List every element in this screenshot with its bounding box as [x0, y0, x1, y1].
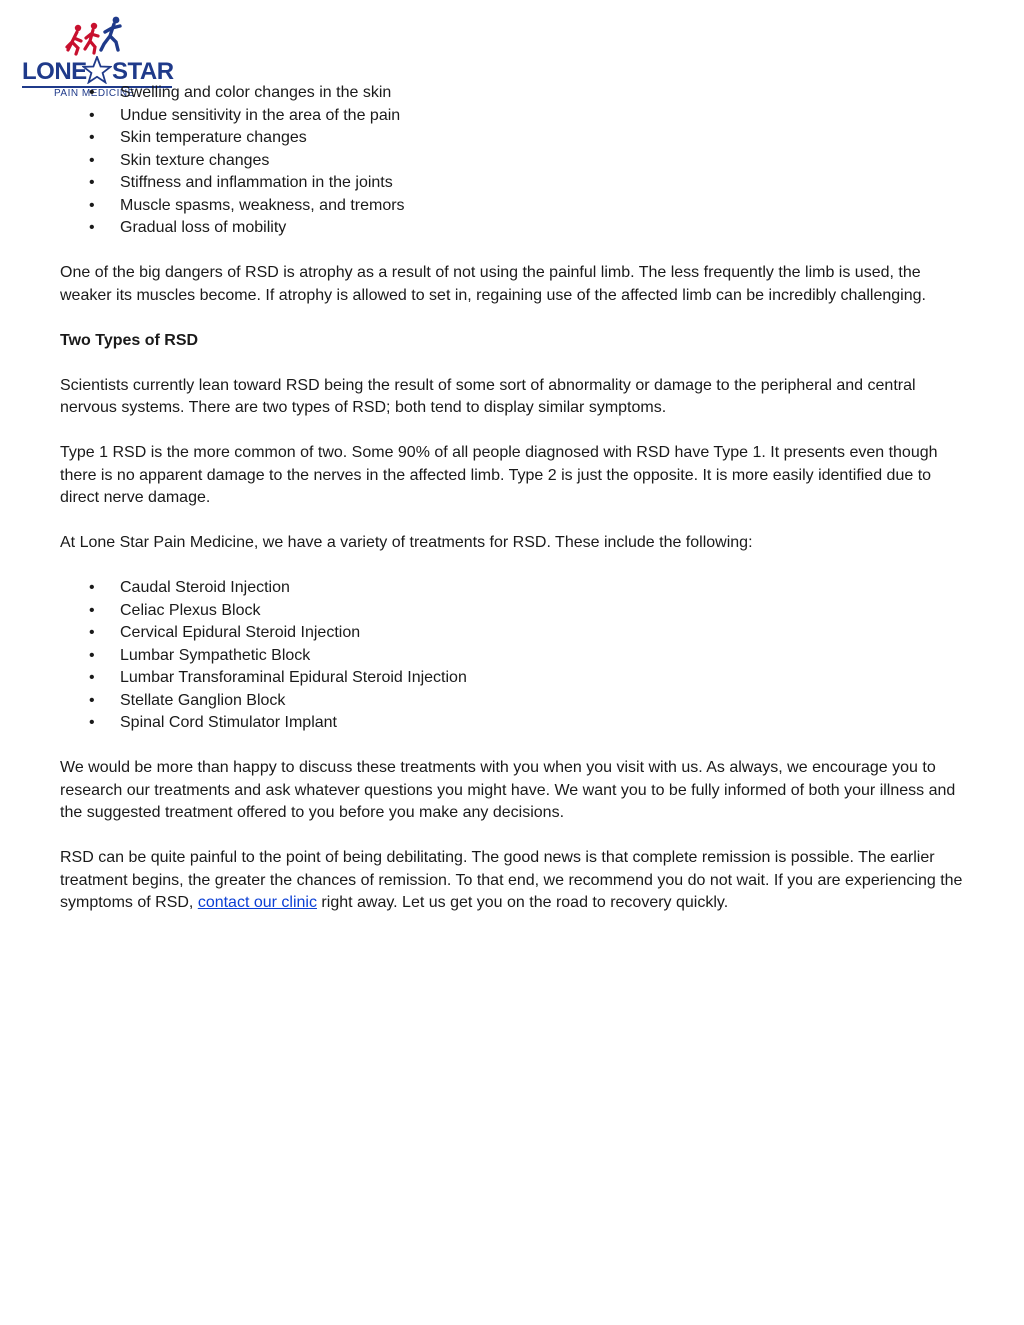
document-body — [60, 82, 972, 915]
logo-lone-text: LONE — [22, 58, 87, 85]
types-heading: Two Types of RSD — [60, 331, 199, 349]
types-detail-paragraph: Type 1 RSD is the more common of two. Some 90% of all people diagnosed with RSD have Type 1. It presents even though there is no apparent damage to the nerves in the affected limb. Type 2 is just the opposite. It is more easily identified due to direct nerve damage. — [60, 444, 938, 506]
list-item: • Undue sensitivity in the area of the pain — [60, 105, 972, 128]
closing-text-before: RSD can be quite painful to the point of being debilitating. The good news is that complete remission is possible. The earlier treatment begins, the greater the chances of remission. To that end, we recommend you do not wait. If you are experiencing the symptoms of RSD, — [60, 849, 963, 911]
list-item: • Skin temperature changes — [60, 127, 972, 150]
logo-star-text: STAR — [112, 58, 174, 85]
list-item: • Spinal Cord Stimulator Implant — [60, 712, 972, 735]
star-icon — [82, 56, 112, 84]
symptoms-list — [60, 82, 972, 240]
list-item: • Muscle spasms, weakness, and tremors — [60, 195, 972, 218]
list-item: • Skin texture changes — [60, 150, 972, 173]
list-item: • Lumbar Transforaminal Epidural Steroid Injection — [60, 667, 972, 690]
list-item: • Celiac Plexus Block — [60, 600, 972, 623]
contact-clinic-link[interactable]: contact our clinic — [197, 894, 317, 911]
closing-paragraph — [60, 847, 972, 915]
list-item: • Cervical Epidural Steroid Injection — [60, 622, 972, 645]
list-item: • Swelling and color changes in the skin — [60, 82, 972, 105]
treatments-list — [60, 577, 972, 735]
list-item: • Lumbar Sympathetic Block — [60, 645, 972, 668]
logo-wordmark — [20, 56, 174, 84]
list-item: • Stiffness and inflammation in the joints — [60, 172, 972, 195]
logo-tagline: PAIN MEDICINE — [54, 88, 135, 99]
treatments-intro-paragraph: At Lone Star Pain Medicine, we have a variety of treatments for RSD. These include the following: — [60, 534, 753, 551]
atrophy-paragraph: One of the big dangers of RSD is atrophy as a result of not using the painful limb. The less frequently the limb is used, the weaker its muscles become. If atrophy is allowed to set in, regaining use of the affected limb can be incredibly challenging. — [60, 264, 926, 304]
closing-text-after: right away. Let us get you on the road to recovery quickly. — [316, 894, 729, 911]
types-intro-paragraph: Scientists currently lean toward RSD being the result of some sort of abnormality or damage to the peripheral and central nervous systems. There are two types of RSD; both tend to display similar symptoms. — [60, 376, 916, 416]
list-item: • Caudal Steroid Injection — [60, 577, 972, 600]
list-item: • Stellate Ganglion Block — [60, 690, 972, 713]
discuss-paragraph: We would be more than happy to discuss these treatments with you when you visit with us. As always, we encourage you to research our treatments and ask whatever questions you might have. We want you to be fully informed of both your illness and the suggested treatment offered to you before you make any decisions. — [60, 759, 956, 821]
list-item: • Gradual loss of mobility — [60, 217, 972, 240]
